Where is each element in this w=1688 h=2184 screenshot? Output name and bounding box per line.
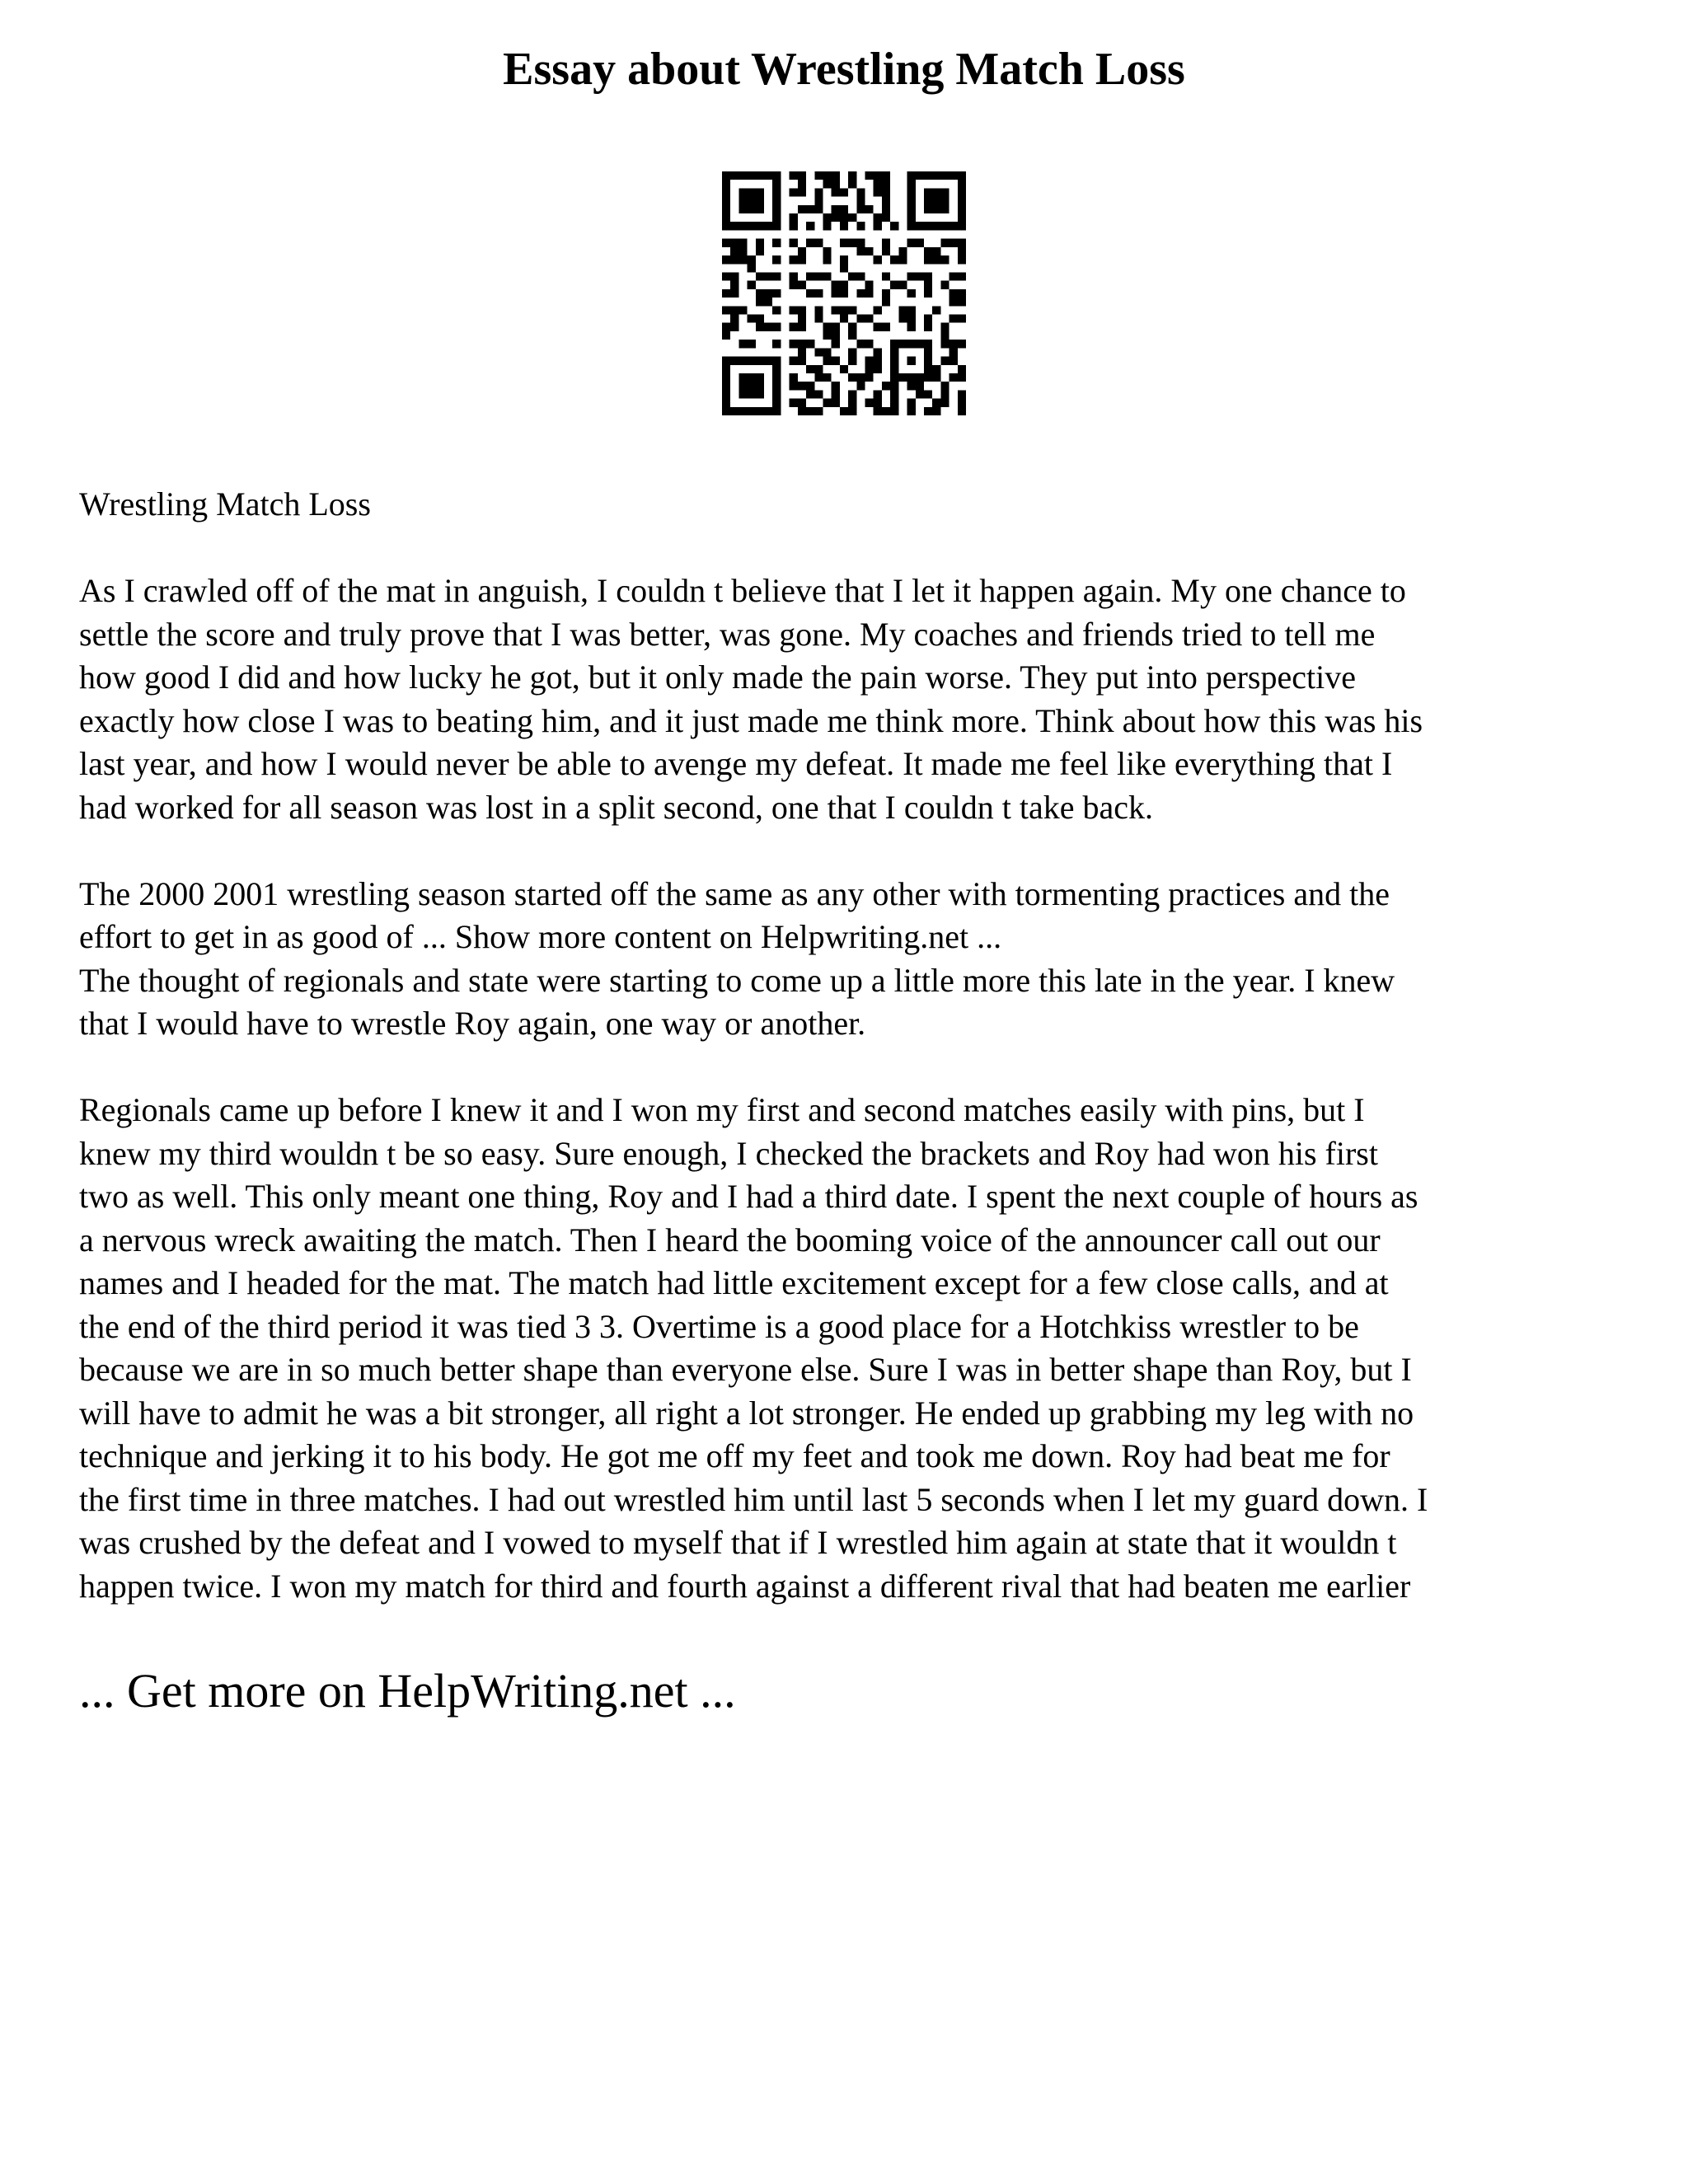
paragraph-3: The thought of regionals and state were starting to come up a little more this late in the year. I knew that I would have to wrestle Roy again, one way or another. <box>79 961 1395 1042</box>
qr-code-graphic <box>722 171 966 415</box>
essay-subtitle: Wrestling Match Loss <box>79 485 371 523</box>
paragraph-1: As I crawled off of the mat in anguish, I couldn t believe that I let it happen again. My one chance to settle the score and truly prove that I was better, was gone. My coaches and friends tried to tell me how good I did and how lucky he got, but it only made the pain worse. They put into perspective exactly how close I was to beating him, and it just made me think more. Think about how this was his last year, and how I would never be able to avenge my defeat. It made me feel like everything that I had worked for all season was lost in a split second, one that I couldn t take back. <box>79 572 1423 826</box>
paragraph-2: The 2000 2001 wrestling season started off the same as any other with tormenting practices and the effort to get in as good of ... Show more content on Helpwriting.net ... <box>79 874 1390 955</box>
qr-code-icon[interactable] <box>722 171 966 415</box>
paragraph-4: Regionals came up before I knew it and I won my first and second matches easily with pins, but I knew my third wouldn t be so easy. Sure enough, I checked the brackets and Roy had won his first two as well. This only meant one thing, Roy and I had a third date. I spent the next couple of hours as a nervous wreck awaiting the match. Then I heard the booming voice of the announcer call out our names and I headed for the mat. The match had little excitement except for a few close calls, and at the end of the third period it was tied 3 3. Overtime is a good place for a Hotchkiss wrestler to be because we are in so much better shape than everyone else. Sure I was in better shape than Roy, but I will have to admit he was a bit stronger, all right a lot stronger. He ended up grabbing my leg with no technique and jerking it to his body. He got me off my feet and took me down. Roy had beat me for the first time in three matches. I had out wrestled him until last 5 seconds when I let my guard down. I was crushed by the defeat and I vowed to myself that if I wrestled him again at state that it wouldn t happen twice. I won my match for third and fourth against a different rival that had beaten me earlier <box>79 1091 1428 1605</box>
get-more-link[interactable]: ... Get more on HelpWriting.net ... <box>79 1664 736 1718</box>
page-title: Essay about Wrestling Match Loss <box>503 44 1185 95</box>
essay-body <box>79 483 1629 1652</box>
